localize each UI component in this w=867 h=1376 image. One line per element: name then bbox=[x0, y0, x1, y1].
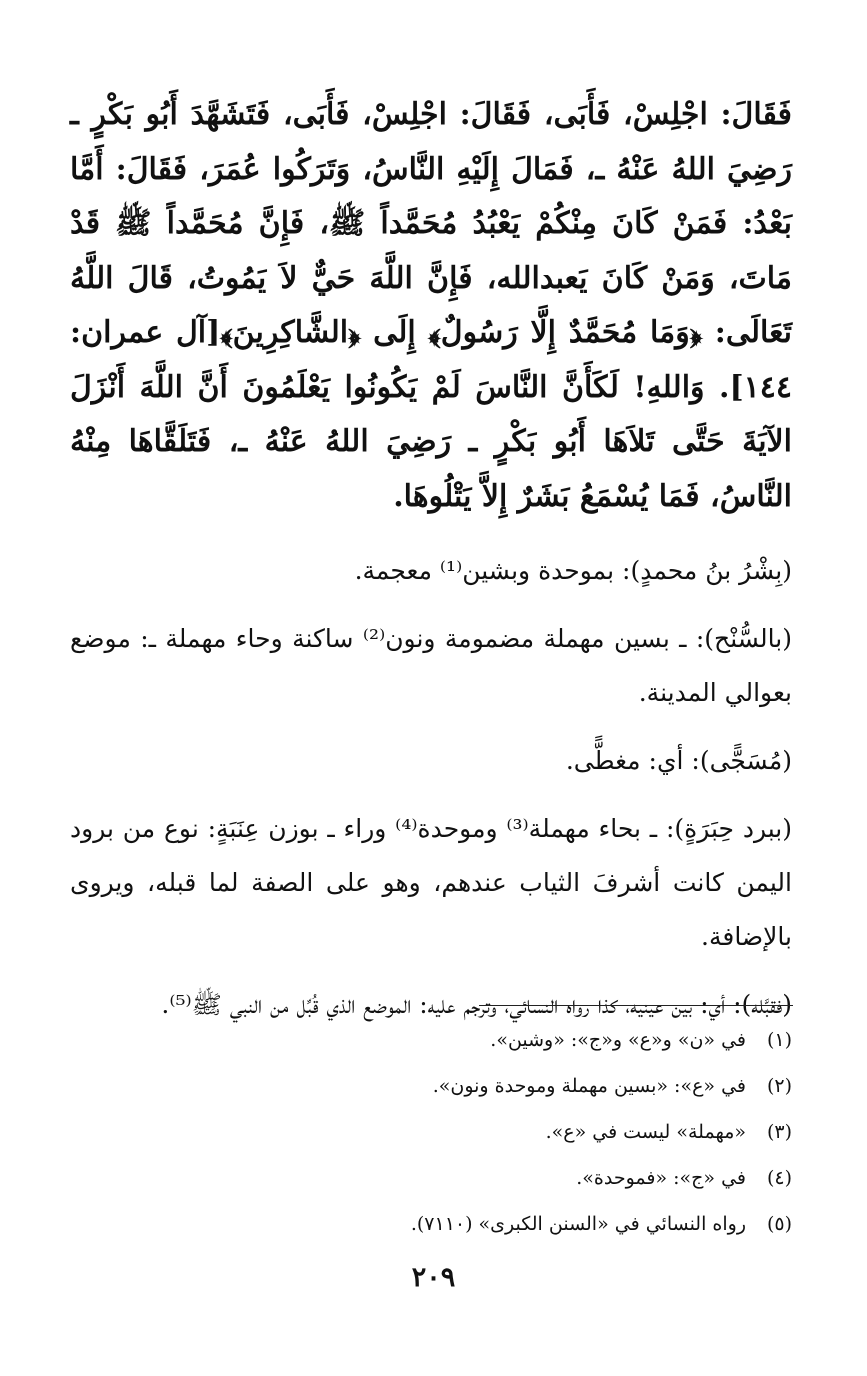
footnote-text: في «ج»: «فموحدة». bbox=[576, 1167, 746, 1189]
footnote-item bbox=[70, 1204, 792, 1250]
footnote-number: (٢) bbox=[766, 1075, 792, 1097]
footnote-number: (١) bbox=[766, 1029, 792, 1051]
gloss-musajja: (مُسَجًّى): أي: مغطًّى. bbox=[565, 746, 792, 775]
footnote-text: في «ن» و«ع» و«ج»: «وشين». bbox=[490, 1029, 746, 1051]
footnote-text: رواه النسائي في «السنن الكبرى» (٧١١٠). bbox=[410, 1213, 746, 1235]
gloss-qabbalahu: (فقبَّله): أي: بين عينيه، كذا رواه النسائي، وترجم عليه: الموضع الذي قُبِّل من النبي ﷺ⁽⁵⁾. bbox=[161, 990, 792, 1019]
footnote-item bbox=[70, 1112, 792, 1158]
footnote-divider bbox=[479, 1005, 793, 1006]
footnotes bbox=[70, 1020, 792, 1250]
footnote-number: (٣) bbox=[766, 1121, 792, 1143]
footnote-number: (٤) bbox=[766, 1167, 792, 1189]
footnote-item bbox=[70, 1066, 792, 1112]
footnote-text: «مهملة» ليست في «ع». bbox=[545, 1121, 746, 1143]
hadith-text: فَقَالَ: اجْلِسْ، فَأَبَى، فَقَالَ: اجْلِسْ، فَأَبَى، فَتَشَهَّدَ أَبُو بَكْرٍ ـ رَضِيَ اللهُ عَنْهُ ـ، فَمَالَ إِلَيْهِ النَّاسُ، وَتَرَكُوا عُمَرَ، فَقَالَ: أَمَّا بَعْدُ: فَمَنْ كَانَ مِنْكُمْ يَعْبُدُ مُحَمَّداً ﷺ، فَإِنَّ مُحَمَّداً ﷺ قَدْ مَاتَ، وَمَنْ كَانَ يَعبدالله، فَإِنَّ اللَّهَ حَيٌّ لاَ يَمُوتُ، قَالَ اللَّهُ تَعَالَى: ﴿وَمَا مُحَمَّدٌ إِلَّا رَسُولٌ﴾ إِلَى ﴿الشَّاكِرِينَ﴾[آل عمران: ١٤٤]. وَاللهِ! لَكَأَنَّ النَّاسَ لَمْ يَكُونُوا يَعْلَمُونَ أَنَّ اللَّهَ أَنْزَلَ الآيَةَ حَتَّى تَلاَهَا أَبُو بَكْرٍ ـ رَضِيَ اللهُ عَنْهُ ـ، فَتَلَقَّاهَا مِنْهُ النَّاسُ، فَمَا يُسْمَعُ بَشَرٌ إِلاَّ يَتْلُوهَا. bbox=[70, 97, 792, 514]
footnote-item bbox=[70, 1020, 792, 1066]
page-body bbox=[70, 88, 792, 1032]
footnote-item bbox=[70, 1158, 792, 1204]
gloss-bishr: (بِشْرُ بنُ محمدٍ): بموحدة وبشين⁽¹⁾ معجمة. bbox=[354, 556, 792, 585]
footnote-text: في «ع»: «بسين مهملة وموحدة ونون». bbox=[432, 1075, 746, 1097]
page-number: ٢٠٩ bbox=[411, 1262, 456, 1293]
footnote-number: (٥) bbox=[766, 1213, 792, 1235]
gloss-hibara: (ببرد حِبَرَةٍ): ـ بحاء مهملة⁽³⁾ وموحدة⁽⁴⁾ وراء ـ بوزن عِنَبَةٍ: نوع من برود اليمن كانت أشرفَ الثياب عندهم، وهو على الصفة لما قبله، ويروى بالإضافة. bbox=[70, 814, 793, 951]
gloss-sunh: (بالسُّنْح): ـ بسين مهملة مضمومة ونون⁽²⁾ ساكنة وحاء مهملة ـ: موضع بعوالي المدينة. bbox=[70, 624, 792, 707]
